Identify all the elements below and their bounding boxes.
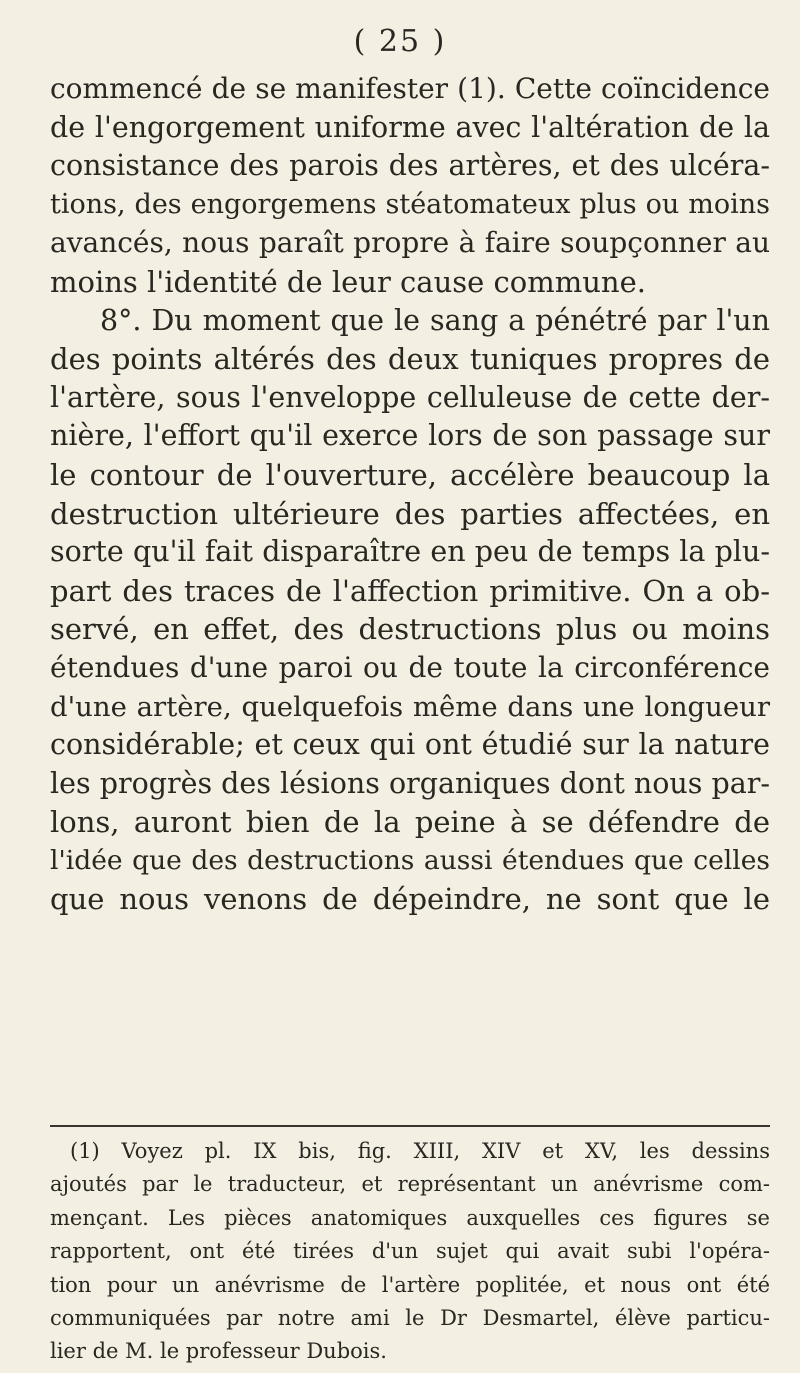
body-line: de l'engorgement uniforme avec l'altération de la [50, 110, 770, 144]
body-line: considérable; et ceux qui ont étudié sur la nature [50, 728, 770, 762]
body-line: les progrès des lésions organiques dont nous par- [50, 766, 770, 800]
body-line: l'idée que des destructions aussi étendues que celles [50, 844, 770, 876]
body-line: avancés, nous paraît propre à faire soupçonner au [50, 226, 770, 260]
footnote-line: ajoutés par le traducteur, et représentant un anévrisme com- [50, 1172, 770, 1197]
footnote-line: lier de M. le professeur Dubois. [50, 1339, 387, 1364]
footnote-line: tion pour un anévrisme de l'artère poplitée, et nous ont été [50, 1272, 770, 1297]
footnote-line: mençant. Les pièces anatomiques auxquelles ces figures se [50, 1205, 770, 1230]
footnote-divider [50, 1125, 770, 1127]
body-line: l'artère, sous l'enveloppe celluleuse de cette der- [50, 380, 770, 414]
body-line: consistance des parois des artères, et des ulcéra- [50, 149, 770, 183]
body-line: étendues d'une paroi ou de toute la circonférence [50, 650, 770, 684]
body-line: sorte qu'il fait disparaître en peu de temps la plu- [50, 535, 770, 569]
body-line: 8°. Du moment que le sang a pénétré par l'un [100, 303, 770, 337]
body-line: d'une artère, quelquefois même dans une longueur [50, 690, 770, 723]
body-line: destruction ultérieure des parties affectées, en [50, 496, 770, 531]
body-line: servé, en effet, des destructions plus ou moins [50, 612, 770, 647]
body-line: que nous venons de dépeindre, ne sont que le [50, 882, 770, 917]
body-line: commencé de se manifester (1). Cette coïncidence [50, 72, 770, 105]
footnote-line: rapportent, ont été tirées d'un sujet qui avait subi l'opéra- [50, 1239, 770, 1264]
body-line: tions, des engorgemens stéatomateux plus ou moins [50, 188, 770, 220]
page-number: ( 25 ) [353, 24, 447, 59]
body-line: le contour de l'ouverture, accélère beaucoup la [50, 457, 770, 492]
footnote-line: (1) Voyez pl. IX bis, fig. XIII, XIV et XV, les dessins [70, 1139, 770, 1163]
body-line: nière, l'effort qu'il exerce lors de son passage sur [50, 419, 770, 453]
footnote [50, 1135, 770, 1369]
body-line: moins l'identité de leur cause commune. [50, 264, 646, 299]
body-text [50, 70, 770, 919]
body-line: des points altérés des deux tuniques propres de [50, 342, 770, 377]
footnote-line: communiquées par notre ami le Dr Desmartel, élève particu- [50, 1306, 770, 1331]
body-line: lons, auront bien de la peine à se défendre de [50, 805, 770, 840]
body-line: part des traces de l'affection primitive. On a ob- [50, 573, 770, 608]
